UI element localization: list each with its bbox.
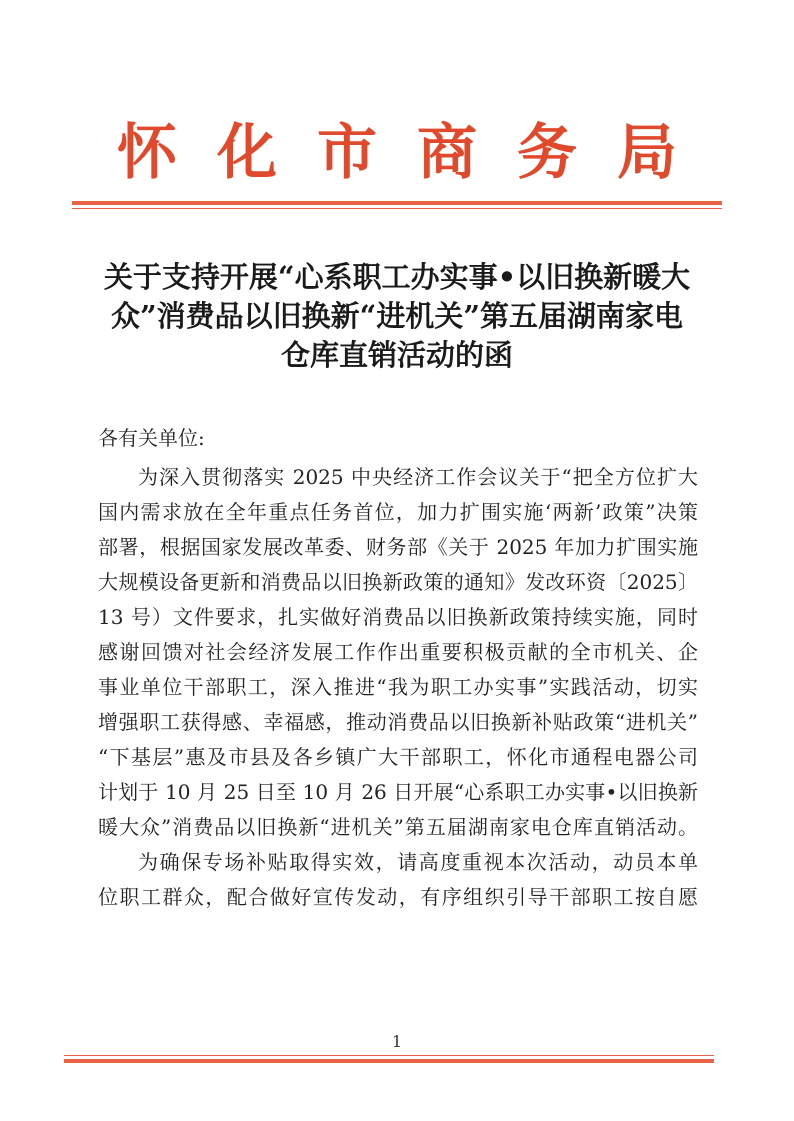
footer-rule-thin (64, 1055, 714, 1056)
text-line: 部署，根据国家发展改革委、财务部《关于 2025 年加力扩围实施 (98, 535, 698, 559)
footer-rule-thick (64, 1059, 714, 1063)
paragraph (98, 460, 698, 845)
agency-header: 怀化市商务局 (117, 118, 717, 188)
text-line: 大规模设备更新和消费品以旧换新政策的通知》发改环资〔2025〕 (98, 570, 698, 594)
header-rule-thick (72, 201, 722, 205)
text-line: 13 号）文件要求，扎实做好消费品以旧换新政策持续实施，同时 (98, 605, 698, 629)
text-line: 为确保专场补贴取得实效，请高度重视本次活动，动员本单 (138, 850, 698, 874)
text-line: 计划于 10 月 25 日至 10 月 26 日开展“心系职工办实事•以旧换新 (98, 780, 698, 804)
document-title (88, 258, 706, 375)
title-line: 仓库直销活动的函 (280, 338, 513, 372)
text-line: 事业单位干部职工，深入推进“我为职工办实事”实践活动，切实 (98, 675, 698, 699)
text-line: 位职工群众，配合做好宣传发动，有序组织引导干部职工按自愿 (98, 885, 698, 909)
page-number: 1 (391, 1032, 403, 1051)
text-line: 增强职工获得感、幸福感，推动消费品以旧换新补贴政策“进机关” (98, 710, 698, 734)
text-line: “下基层”惠及市县及各乡镇广大干部职工，怀化市通程电器公司 (98, 745, 698, 769)
title-line: 关于支持开展“心系职工办实事•以旧换新暖大 (103, 260, 691, 294)
paragraph (98, 845, 698, 915)
salutation: 各有关单位: (98, 426, 205, 450)
text-line: 国内需求放在全年重点任务首位，加力扩围实施‘两新’政策”决策 (98, 500, 698, 524)
text-line: 暖大众”消费品以旧换新“进机关”第五届湖南家电仓库直销活动。 (98, 815, 698, 839)
header-rule-thin (72, 208, 722, 209)
text-line: 为深入贯彻落实 2025 中央经济工作会议关于“把全方位扩大 (138, 465, 698, 489)
document-body (98, 421, 698, 915)
title-line: 众”消费品以旧换新“进机关”第五届湖南家电 (110, 299, 684, 333)
text-line: 感谢回馈对社会经济发展工作作出重要积极贡献的全市机关、企 (98, 640, 698, 664)
